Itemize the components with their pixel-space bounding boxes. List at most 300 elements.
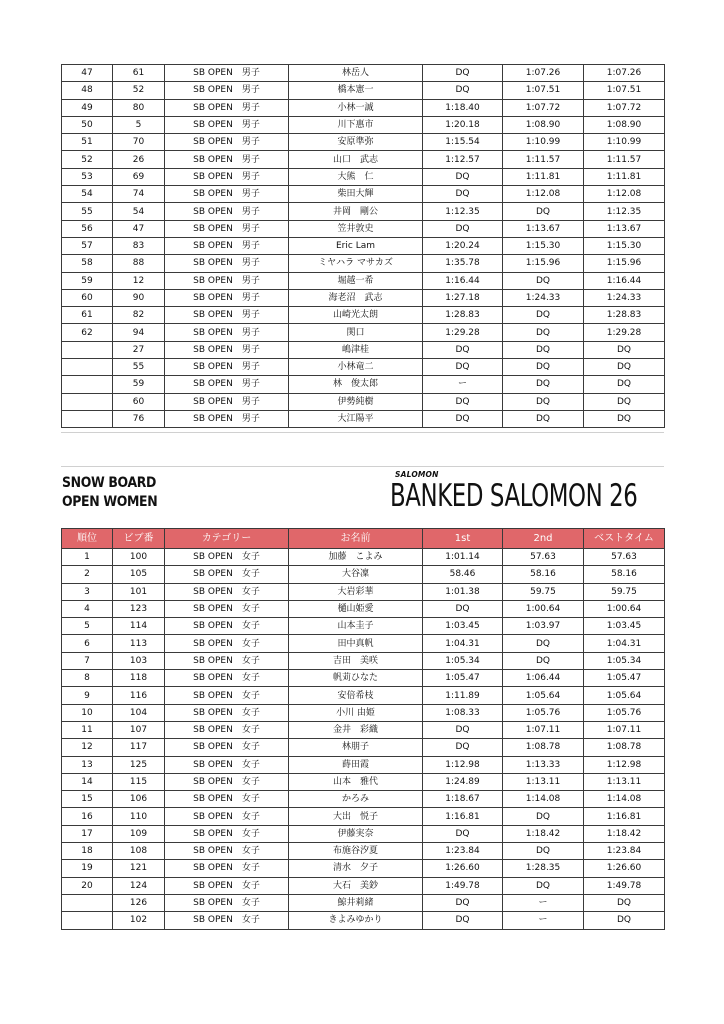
category-cell: SB OPEN 女子 (165, 825, 289, 842)
category-cell: SB OPEN 男子 (165, 393, 289, 410)
best-time-cell: DQ (584, 341, 665, 358)
name-cell: 金井 彩織 (289, 721, 423, 738)
category-cell: SB OPEN 女子 (165, 704, 289, 721)
best-time-cell: 59.75 (584, 583, 665, 600)
run1-cell: 1:26.60 (423, 860, 503, 877)
run1-cell: 1:16.44 (423, 272, 503, 289)
table-row (62, 65, 665, 82)
run1-cell: DQ (423, 82, 503, 99)
rank-cell: 52 (62, 151, 113, 168)
run2-cell: 1:08.90 (503, 116, 584, 133)
table-row (62, 99, 665, 116)
rank-cell: 16 (62, 808, 113, 825)
best-time-cell: 1:00.64 (584, 600, 665, 617)
run2-cell: 1:08.78 (503, 739, 584, 756)
run1-cell: 1:03.45 (423, 618, 503, 635)
best-time-cell: 1:07.72 (584, 99, 665, 116)
rank-cell: 18 (62, 843, 113, 860)
run1-cell: 1:18.67 (423, 791, 503, 808)
name-cell: 山本 雅代 (289, 773, 423, 790)
rank-cell: 3 (62, 583, 113, 600)
run2-cell: DQ (503, 376, 584, 393)
run2-cell: 1:07.72 (503, 99, 584, 116)
run1-cell: DQ (423, 721, 503, 738)
category-cell: SB OPEN 女子 (165, 635, 289, 652)
men-results-table (61, 64, 665, 428)
best-time-cell: 57.63 (584, 549, 665, 566)
table-row (62, 912, 665, 929)
section-spacer (61, 432, 664, 467)
rank-cell: 47 (62, 65, 113, 82)
bib-cell: 110 (113, 808, 165, 825)
name-cell: 小林一誠 (289, 99, 423, 116)
rank-cell: 19 (62, 860, 113, 877)
category-cell: SB OPEN 男子 (165, 289, 289, 306)
run2-cell: 1:13.11 (503, 773, 584, 790)
bib-cell: 118 (113, 670, 165, 687)
name-cell: 橋本憲一 (289, 82, 423, 99)
run2-cell: DQ (503, 341, 584, 358)
run2-cell: 59.75 (503, 583, 584, 600)
run1-cell: DQ (423, 359, 503, 376)
name-cell: きよみゆかり (289, 912, 423, 929)
name-cell: 小川 由姫 (289, 704, 423, 721)
bib-cell: 88 (113, 255, 165, 272)
run2-cell: 1:10.99 (503, 134, 584, 151)
table-row (62, 600, 665, 617)
category-cell: SB OPEN 女子 (165, 566, 289, 583)
best-time-cell: 1:05.34 (584, 652, 665, 669)
table-row (62, 359, 665, 376)
run1-cell: DQ (423, 894, 503, 911)
bib-cell: 90 (113, 289, 165, 306)
section-title-line2: OPEN WOMEN (62, 494, 158, 510)
table-row (62, 220, 665, 237)
category-cell: SB OPEN 女子 (165, 912, 289, 929)
rank-cell: 48 (62, 82, 113, 99)
run1-cell: 1:04.31 (423, 635, 503, 652)
category-cell: SB OPEN 男子 (165, 151, 289, 168)
run1-cell: 1:27.18 (423, 289, 503, 306)
best-time-cell: 1:15.30 (584, 237, 665, 254)
bib-cell: 82 (113, 307, 165, 324)
bib-cell: 124 (113, 877, 165, 894)
rank-cell: 50 (62, 116, 113, 133)
women-header-row (62, 529, 665, 549)
rank-cell (62, 376, 113, 393)
best-time-cell: 1:12.08 (584, 186, 665, 203)
rank-cell: 11 (62, 721, 113, 738)
name-cell: 鯨井莉緒 (289, 894, 423, 911)
best-time-cell: 1:05.64 (584, 687, 665, 704)
rank-cell: 20 (62, 877, 113, 894)
category-cell: SB OPEN 女子 (165, 583, 289, 600)
rank-cell: 57 (62, 237, 113, 254)
rank-cell: 53 (62, 168, 113, 185)
name-cell: 堀越一希 (289, 272, 423, 289)
rank-cell (62, 341, 113, 358)
name-cell: 安倍希枝 (289, 687, 423, 704)
run1-cell: 1:18.40 (423, 99, 503, 116)
run1-cell: DQ (423, 739, 503, 756)
run2-cell: 1:07.26 (503, 65, 584, 82)
bib-cell: 26 (113, 151, 165, 168)
category-cell: SB OPEN 男子 (165, 359, 289, 376)
run2-cell: 1:13.67 (503, 220, 584, 237)
best-time-cell: 1:15.96 (584, 255, 665, 272)
rank-cell: 2 (62, 566, 113, 583)
category-cell: SB OPEN 男子 (165, 99, 289, 116)
category-cell: SB OPEN 男子 (165, 186, 289, 203)
rank-cell: 61 (62, 307, 113, 324)
best-time-cell: 1:11.81 (584, 168, 665, 185)
rank-cell: 58 (62, 255, 113, 272)
name-cell: 布施谷汐夏 (289, 843, 423, 860)
best-time-cell: 1:10.99 (584, 134, 665, 151)
best-time-cell: DQ (584, 359, 665, 376)
bib-cell: 104 (113, 704, 165, 721)
run2-cell: DQ (503, 272, 584, 289)
rank-cell: 59 (62, 272, 113, 289)
run2-cell: DQ (503, 410, 584, 427)
run2-cell: DQ (503, 324, 584, 341)
category-cell: SB OPEN 女子 (165, 894, 289, 911)
best-time-cell: 1:23.84 (584, 843, 665, 860)
table-row (62, 324, 665, 341)
table-row (62, 307, 665, 324)
rank-cell (62, 393, 113, 410)
run2-cell: 1:00.64 (503, 600, 584, 617)
category-cell: SB OPEN 男子 (165, 410, 289, 427)
category-cell: SB OPEN 男子 (165, 237, 289, 254)
best-time-cell: 1:05.76 (584, 704, 665, 721)
best-time-cell: 1:05.47 (584, 670, 665, 687)
run2-cell: 1:13.33 (503, 756, 584, 773)
run1-cell: 1:05.47 (423, 670, 503, 687)
best-time-cell: 1:03.45 (584, 618, 665, 635)
bib-cell: 80 (113, 99, 165, 116)
table-row (62, 808, 665, 825)
table-row (62, 860, 665, 877)
best-time-cell: 1:11.57 (584, 151, 665, 168)
best-time-cell: 1:12.35 (584, 203, 665, 220)
section-title-line1: SNOW BOARD (62, 475, 157, 491)
table-row (62, 618, 665, 635)
run2-cell: 1:12.08 (503, 186, 584, 203)
category-cell: SB OPEN 男子 (165, 116, 289, 133)
name-cell: 伊藤実奈 (289, 825, 423, 842)
category-cell: SB OPEN 男子 (165, 255, 289, 272)
best-time-cell: DQ (584, 912, 665, 929)
table-row (62, 151, 665, 168)
bib-cell: 27 (113, 341, 165, 358)
bib-cell: 60 (113, 393, 165, 410)
run2-cell: 1:28.35 (503, 860, 584, 877)
bib-cell: 5 (113, 116, 165, 133)
rank-cell: 7 (62, 652, 113, 669)
bib-cell: 109 (113, 825, 165, 842)
best-time-cell: 58.16 (584, 566, 665, 583)
run1-cell: 1:35.78 (423, 255, 503, 272)
table-row (62, 82, 665, 99)
run1-cell: 1:28.83 (423, 307, 503, 324)
name-cell: 大岩彩華 (289, 583, 423, 600)
run1-cell: 58.46 (423, 566, 503, 583)
rank-cell: 56 (62, 220, 113, 237)
category-cell: SB OPEN 男子 (165, 341, 289, 358)
best-time-cell: 1:04.31 (584, 635, 665, 652)
bib-cell: 108 (113, 843, 165, 860)
name-cell: 山口 武志 (289, 151, 423, 168)
run2-cell: 1:11.81 (503, 168, 584, 185)
rank-cell (62, 894, 113, 911)
run2-cell: 1:11.57 (503, 151, 584, 168)
best-time-cell: 1:08.90 (584, 116, 665, 133)
bib-cell: 125 (113, 756, 165, 773)
run1-cell: 1:08.33 (423, 704, 503, 721)
name-cell: 関口 (289, 324, 423, 341)
run1-cell: 1:23.84 (423, 843, 503, 860)
table-row (62, 376, 665, 393)
category-cell: SB OPEN 男子 (165, 203, 289, 220)
table-row (62, 393, 665, 410)
table-row (62, 566, 665, 583)
name-cell: 大熊 仁 (289, 168, 423, 185)
header-name: お名前 (289, 529, 423, 549)
name-cell: Eric Lam (289, 237, 423, 254)
header-bib: ビブ番 (113, 529, 165, 549)
name-cell: 樋山姫愛 (289, 600, 423, 617)
best-time-cell: DQ (584, 376, 665, 393)
header-best-time: ベストタイム (584, 529, 665, 549)
table-row (62, 756, 665, 773)
table-row (62, 877, 665, 894)
rank-cell: 15 (62, 791, 113, 808)
table-row (62, 186, 665, 203)
run1-cell: DQ (423, 825, 503, 842)
run1-cell: 1:16.81 (423, 808, 503, 825)
table-row (62, 583, 665, 600)
table-row (62, 843, 665, 860)
category-cell: SB OPEN 女子 (165, 687, 289, 704)
best-time-cell: 1:26.60 (584, 860, 665, 877)
best-time-cell: 1:18.42 (584, 825, 665, 842)
table-row (62, 773, 665, 790)
bib-cell: 116 (113, 687, 165, 704)
run1-cell: DQ (423, 168, 503, 185)
rank-cell: 60 (62, 289, 113, 306)
women-results-body (62, 549, 665, 930)
women-results-table (61, 528, 665, 930)
category-cell: SB OPEN 男子 (165, 82, 289, 99)
bib-cell: 94 (113, 324, 165, 341)
header-run1: 1st (423, 529, 503, 549)
name-cell: 安原準弥 (289, 134, 423, 151)
run2-cell: DQ (503, 393, 584, 410)
run1-cell: DQ (423, 393, 503, 410)
rank-cell: 8 (62, 670, 113, 687)
best-time-cell: 1:49.78 (584, 877, 665, 894)
run2-cell: 57.63 (503, 549, 584, 566)
table-row (62, 341, 665, 358)
rank-cell: 17 (62, 825, 113, 842)
rank-cell (62, 912, 113, 929)
run1-cell: DQ (423, 912, 503, 929)
name-cell: 笠井敦史 (289, 220, 423, 237)
table-row (62, 894, 665, 911)
run2-cell: DQ (503, 203, 584, 220)
rank-cell: 51 (62, 134, 113, 151)
table-row (62, 255, 665, 272)
run1-cell: DQ (423, 65, 503, 82)
run2-cell: DQ (503, 635, 584, 652)
run1-cell: 1:11.89 (423, 687, 503, 704)
category-cell: SB OPEN 男子 (165, 376, 289, 393)
bib-cell: 102 (113, 912, 165, 929)
best-time-cell: 1:13.11 (584, 773, 665, 790)
table-row (62, 549, 665, 566)
bib-cell: 100 (113, 549, 165, 566)
rank-cell: 49 (62, 99, 113, 116)
category-cell: SB OPEN 女子 (165, 600, 289, 617)
run1-cell: 1:20.24 (423, 237, 503, 254)
rank-cell (62, 359, 113, 376)
best-time-cell: 1:07.26 (584, 65, 665, 82)
name-cell: 山崎光太朗 (289, 307, 423, 324)
table-row (62, 410, 665, 427)
run1-cell: 1:05.34 (423, 652, 503, 669)
run1-cell: 1:01.14 (423, 549, 503, 566)
header-category: カテゴリー (165, 529, 289, 549)
best-time-cell: 1:16.44 (584, 272, 665, 289)
best-time-cell: 1:29.28 (584, 324, 665, 341)
name-cell: 柴田大輝 (289, 186, 423, 203)
bib-cell: 83 (113, 237, 165, 254)
bib-cell: 54 (113, 203, 165, 220)
name-cell: 蒔田霞 (289, 756, 423, 773)
name-cell: 吉田 美咲 (289, 652, 423, 669)
bib-cell: 107 (113, 721, 165, 738)
run2-cell: 1:07.11 (503, 721, 584, 738)
name-cell: 山本圭子 (289, 618, 423, 635)
run1-cell: 1:01.38 (423, 583, 503, 600)
header-rank: 順位 (62, 529, 113, 549)
run2-cell: ー (503, 894, 584, 911)
bib-cell: 121 (113, 860, 165, 877)
table-row (62, 739, 665, 756)
category-cell: SB OPEN 女子 (165, 721, 289, 738)
table-row (62, 652, 665, 669)
run1-cell: DQ (423, 600, 503, 617)
category-cell: SB OPEN 女子 (165, 756, 289, 773)
category-cell: SB OPEN 男子 (165, 134, 289, 151)
name-cell: 帆苅ひなた (289, 670, 423, 687)
name-cell: 林岳人 (289, 65, 423, 82)
run2-cell: DQ (503, 843, 584, 860)
rank-cell: 1 (62, 549, 113, 566)
category-cell: SB OPEN 女子 (165, 618, 289, 635)
category-cell: SB OPEN 女子 (165, 791, 289, 808)
run2-cell: 1:06.44 (503, 670, 584, 687)
section-title (62, 474, 157, 512)
table-row (62, 791, 665, 808)
rank-cell: 5 (62, 618, 113, 635)
run1-cell: 1:12.98 (423, 756, 503, 773)
bib-cell: 114 (113, 618, 165, 635)
rank-cell: 13 (62, 756, 113, 773)
category-cell: SB OPEN 女子 (165, 877, 289, 894)
run1-cell: DQ (423, 341, 503, 358)
brand-logo-title: BANKED SALOMON 26 (390, 478, 638, 514)
name-cell: 嶋津桂 (289, 341, 423, 358)
rank-cell: 4 (62, 600, 113, 617)
rank-cell: 62 (62, 324, 113, 341)
table-row (62, 289, 665, 306)
run1-cell: 1:29.28 (423, 324, 503, 341)
rank-cell: 6 (62, 635, 113, 652)
rank-cell: 14 (62, 773, 113, 790)
run2-cell: 58.16 (503, 566, 584, 583)
name-cell: 清水 夕子 (289, 860, 423, 877)
name-cell: 井岡 剛公 (289, 203, 423, 220)
run1-cell: DQ (423, 220, 503, 237)
name-cell: 田中真帆 (289, 635, 423, 652)
name-cell: かろみ (289, 791, 423, 808)
name-cell: 大江陽平 (289, 410, 423, 427)
bib-cell: 103 (113, 652, 165, 669)
run2-cell: 1:14.08 (503, 791, 584, 808)
run2-cell: DQ (503, 652, 584, 669)
name-cell: 林朋子 (289, 739, 423, 756)
bib-cell: 12 (113, 272, 165, 289)
name-cell: 林 俊太郎 (289, 376, 423, 393)
table-row (62, 168, 665, 185)
category-cell: SB OPEN 男子 (165, 272, 289, 289)
best-time-cell: 1:14.08 (584, 791, 665, 808)
category-cell: SB OPEN 男子 (165, 168, 289, 185)
best-time-cell: 1:07.51 (584, 82, 665, 99)
run2-cell: 1:03.97 (503, 618, 584, 635)
header-run2: 2nd (503, 529, 584, 549)
rank-cell: 55 (62, 203, 113, 220)
table-row (62, 237, 665, 254)
name-cell: 伊勢純樹 (289, 393, 423, 410)
best-time-cell: 1:24.33 (584, 289, 665, 306)
best-time-cell: 1:07.11 (584, 721, 665, 738)
run1-cell: 1:20.18 (423, 116, 503, 133)
table-row (62, 203, 665, 220)
category-cell: SB OPEN 女子 (165, 652, 289, 669)
run1-cell: ー (423, 376, 503, 393)
table-row (62, 670, 665, 687)
bib-cell: 52 (113, 82, 165, 99)
category-cell: SB OPEN 女子 (165, 843, 289, 860)
category-cell: SB OPEN 女子 (165, 808, 289, 825)
run2-cell: 1:05.64 (503, 687, 584, 704)
brand-logo-small: SALOMON (395, 470, 439, 479)
category-cell: SB OPEN 女子 (165, 549, 289, 566)
rank-cell: 10 (62, 704, 113, 721)
category-cell: SB OPEN 男子 (165, 307, 289, 324)
name-cell: 加藤 こよみ (289, 549, 423, 566)
bib-cell: 59 (113, 376, 165, 393)
table-row (62, 635, 665, 652)
name-cell: 小林竜二 (289, 359, 423, 376)
bib-cell: 117 (113, 739, 165, 756)
bib-cell: 74 (113, 186, 165, 203)
bib-cell: 126 (113, 894, 165, 911)
table-row (62, 134, 665, 151)
